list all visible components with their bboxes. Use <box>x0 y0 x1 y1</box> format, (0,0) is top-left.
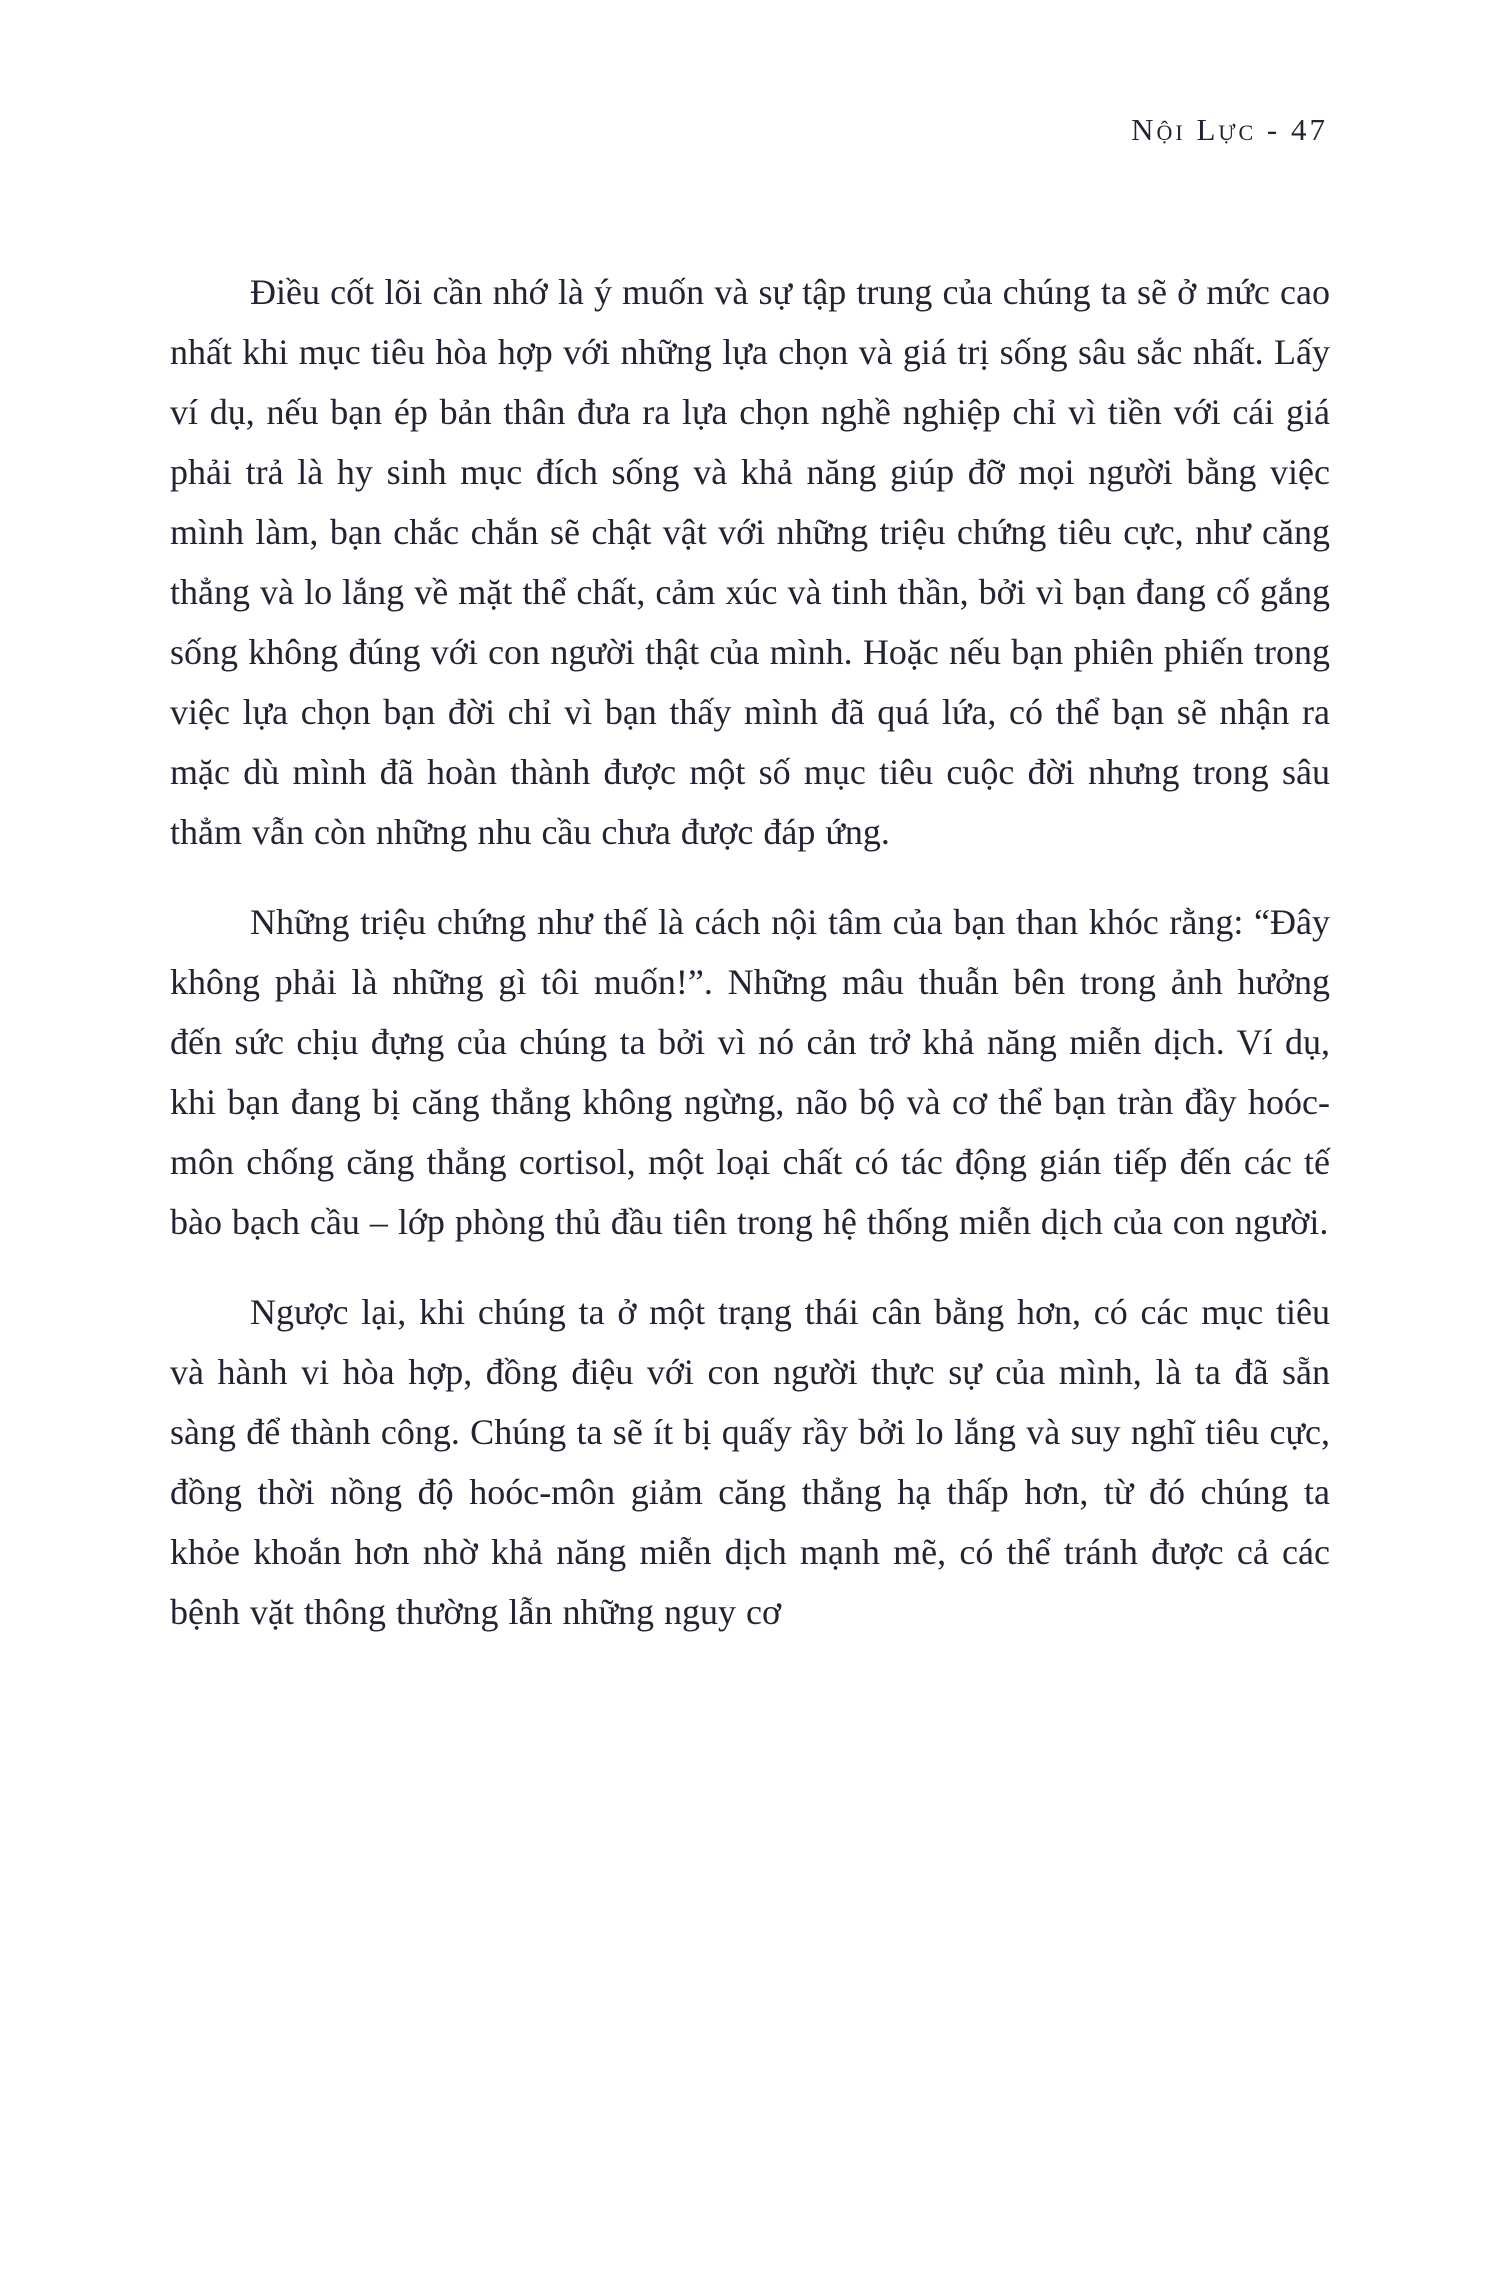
running-header-text: Nội Lực - 47 <box>1131 112 1328 147</box>
page-content <box>170 262 1330 1672</box>
paragraph-2: Những triệu chứng như thế là cách nội tâm của bạn than khóc rằng: “Đây không phải là những gì tôi muốn!”. Những mâu thuẫn bên trong ảnh hưởng đến sức chịu đựng của chúng ta bởi vì nó cản trở khả năng miễn dịch. Ví dụ, khi bạn đang bị căng thẳng không ngừng, não bộ và cơ thể bạn tràn đầy hoóc-môn chống căng thẳng cortisol, một loại chất có tác động gián tiếp đến các tế bào bạch cầu – lớp phòng thủ đầu tiên trong hệ thống miễn dịch của con người. <box>170 902 1330 1242</box>
paragraph-1: Điều cốt lõi cần nhớ là ý muốn và sự tập trung của chúng ta sẽ ở mức cao nhất khi mục tiêu hòa hợp với những lựa chọn và giá trị sống sâu sắc nhất. Lấy ví dụ, nếu bạn ép bản thân đưa ra lựa chọn nghề nghiệp chỉ vì tiền với cái giá phải trả là hy sinh mục đích sống và khả năng giúp đỡ mọi người bằng việc mình làm, bạn chắc chắn sẽ chật vật với những triệu chứng tiêu cực, như căng thẳng và lo lắng về mặt thể chất, cảm xúc và tinh thần, bởi vì bạn đang cố gắng sống không đúng với con người thật của mình. Hoặc nếu bạn phiên phiến trong việc lựa chọn bạn đời chỉ vì bạn thấy mình đã quá lứa, có thể bạn sẽ nhận ra mặc dù mình đã hoàn thành được một số mục tiêu cuộc đời nhưng trong sâu thẳm vẫn còn những nhu cầu chưa được đáp ứng. <box>170 272 1330 852</box>
running-header <box>1131 112 1328 148</box>
paragraph-3: Ngược lại, khi chúng ta ở một trạng thái cân bằng hơn, có các mục tiêu và hành vi hòa hợp, đồng điệu với con người thực sự của mình, là ta đã sẵn sàng để thành công. Chúng ta sẽ ít bị quấy rầy bởi lo lắng và suy nghĩ tiêu cực, đồng thời nồng độ hoóc-môn giảm căng thẳng hạ thấp hơn, từ đó chúng ta khỏe khoắn hơn nhờ khả năng miễn dịch mạnh mẽ, có thể tránh được cả các bệnh vặt thông thường lẫn những nguy cơ <box>170 1292 1330 1632</box>
